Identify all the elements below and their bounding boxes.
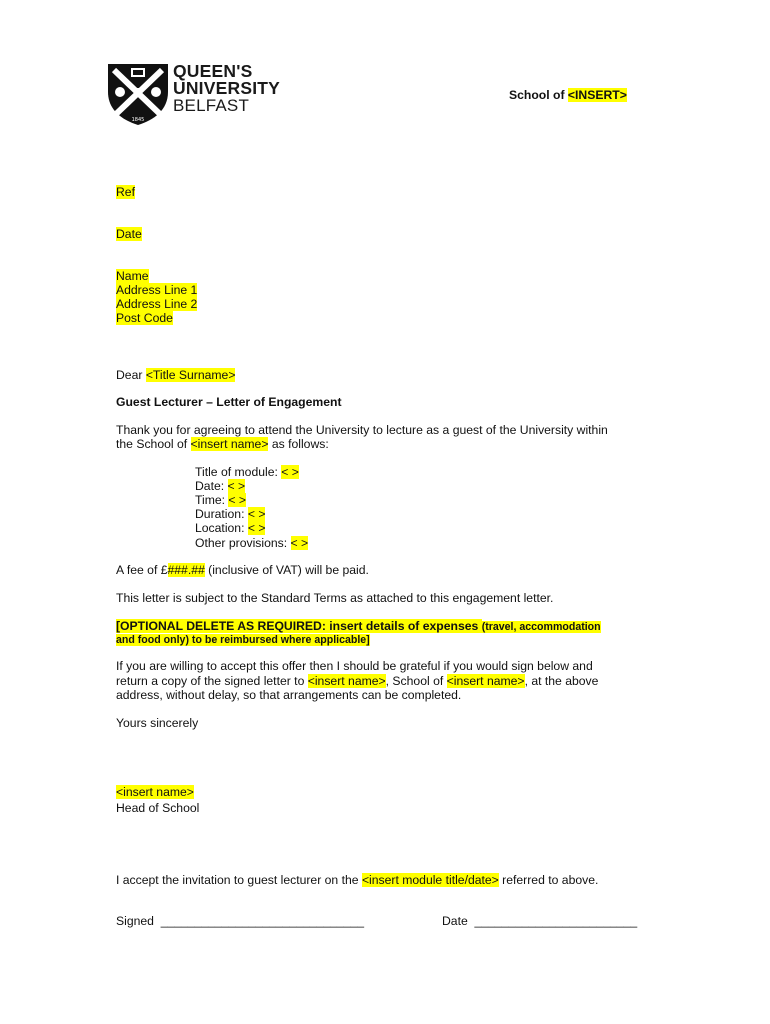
detail-label: Other provisions: (195, 536, 291, 550)
wordmark-line1: QUEEN'S (173, 61, 253, 81)
intro-prefix: the School of (116, 437, 191, 451)
acceptance-statement (116, 873, 598, 887)
recipient-name (116, 269, 149, 283)
detail-label: Title of module: (195, 465, 282, 479)
date-label: Date (116, 227, 142, 241)
signed-label: Signed (116, 914, 154, 928)
fee-line (116, 563, 369, 577)
detail-label: Location: (195, 521, 248, 535)
wordmark-line2: UNIVERSITY (173, 78, 281, 98)
address1-text: Address Line 1 (116, 283, 198, 297)
seal-year: 1845 (131, 117, 145, 123)
school-header (509, 88, 627, 102)
accept-value2: <insert name> (446, 674, 525, 688)
detail-location (195, 521, 265, 535)
intro-suffix: as follows: (268, 437, 329, 451)
signatory-name-text: <insert name> (116, 785, 194, 799)
recipient-address2 (116, 297, 197, 311)
accept-mid: , School of (385, 674, 447, 688)
detail-date (195, 479, 245, 493)
accept-prefix: return a copy of the signed letter to (116, 674, 308, 688)
signed-blank: ______________________________ (160, 914, 365, 928)
date-sign-blank: ________________________ (474, 914, 638, 928)
detail-value: < > (281, 465, 299, 479)
intro-line1: Thank you for agreeing to attend the University to lecture as a guest of the University within (116, 423, 608, 437)
salutation-value: <Title Surname> (145, 368, 236, 382)
closing: Yours sincerely (116, 716, 199, 730)
fee-prefix: A fee of £ (116, 563, 168, 577)
date-sign-field (442, 914, 637, 928)
intro-value: <insert name> (190, 437, 269, 451)
signed-field (116, 914, 364, 928)
university-wordmark (173, 63, 280, 114)
detail-duration (195, 507, 265, 521)
detail-value: < > (228, 493, 247, 507)
optional-main: [OPTIONAL DELETE AS REQUIRED: insert details of expenses (116, 619, 482, 633)
letter-subject: Guest Lecturer – Letter of Engagement (116, 395, 342, 409)
ref-field (116, 185, 135, 199)
ref-label: Ref (116, 185, 135, 199)
optional-small2: and food only) to be reimbursed where applicable] (116, 634, 370, 646)
acceptance-value: <insert module title/date> (361, 873, 499, 887)
postcode-text: Post Code (116, 311, 173, 325)
accept-value1: <insert name> (307, 674, 386, 688)
optional-small1: (travel, accommodation (481, 621, 601, 633)
accept-suffix: , at the above (524, 674, 599, 688)
detail-value: < > (290, 536, 309, 550)
salutation-prefix: Dear (116, 368, 146, 382)
detail-value: < > (247, 521, 266, 535)
detail-label: Duration: (195, 507, 248, 521)
date-field (116, 227, 142, 241)
accept-para-line3: address, without delay, so that arrangements can be completed. (116, 688, 462, 702)
salutation (116, 368, 235, 382)
detail-label: Date: (195, 479, 228, 493)
detail-value: < > (247, 507, 266, 521)
wordmark-line3: BELFAST (173, 96, 250, 115)
fee-value: ###.## (167, 563, 205, 577)
acceptance-prefix: I accept the invitation to guest lecturer on the (116, 873, 362, 887)
acceptance-suffix: referred to above. (498, 873, 599, 887)
recipient-postcode (116, 311, 173, 325)
accept-para-line2 (116, 674, 598, 688)
school-prefix: School of (509, 88, 568, 102)
date-sign-label: Date (442, 914, 468, 928)
detail-label: Time: (195, 493, 229, 507)
terms-line: This letter is subject to the Standard Terms as attached to this engagement letter. (116, 591, 554, 605)
detail-title-of-module (195, 465, 299, 479)
detail-time (195, 493, 246, 507)
accept-para-line1: If you are willing to accept this offer then I should be grateful if you would sign below and (116, 659, 593, 673)
address2-text: Address Line 2 (116, 297, 198, 311)
optional-expenses-line1 (116, 619, 601, 634)
crest-icon (106, 62, 170, 126)
recipient-name-text: Name (116, 269, 149, 283)
intro-line2 (116, 437, 329, 451)
detail-other-provisions (195, 536, 308, 550)
recipient-address1 (116, 283, 197, 297)
signatory-title: Head of School (116, 801, 200, 815)
detail-value: < > (227, 479, 246, 493)
optional-expenses-line2 (116, 633, 370, 647)
signatory-name (116, 785, 194, 799)
school-value: <INSERT> (567, 88, 627, 102)
fee-suffix: (inclusive of VAT) will be paid. (204, 563, 369, 577)
